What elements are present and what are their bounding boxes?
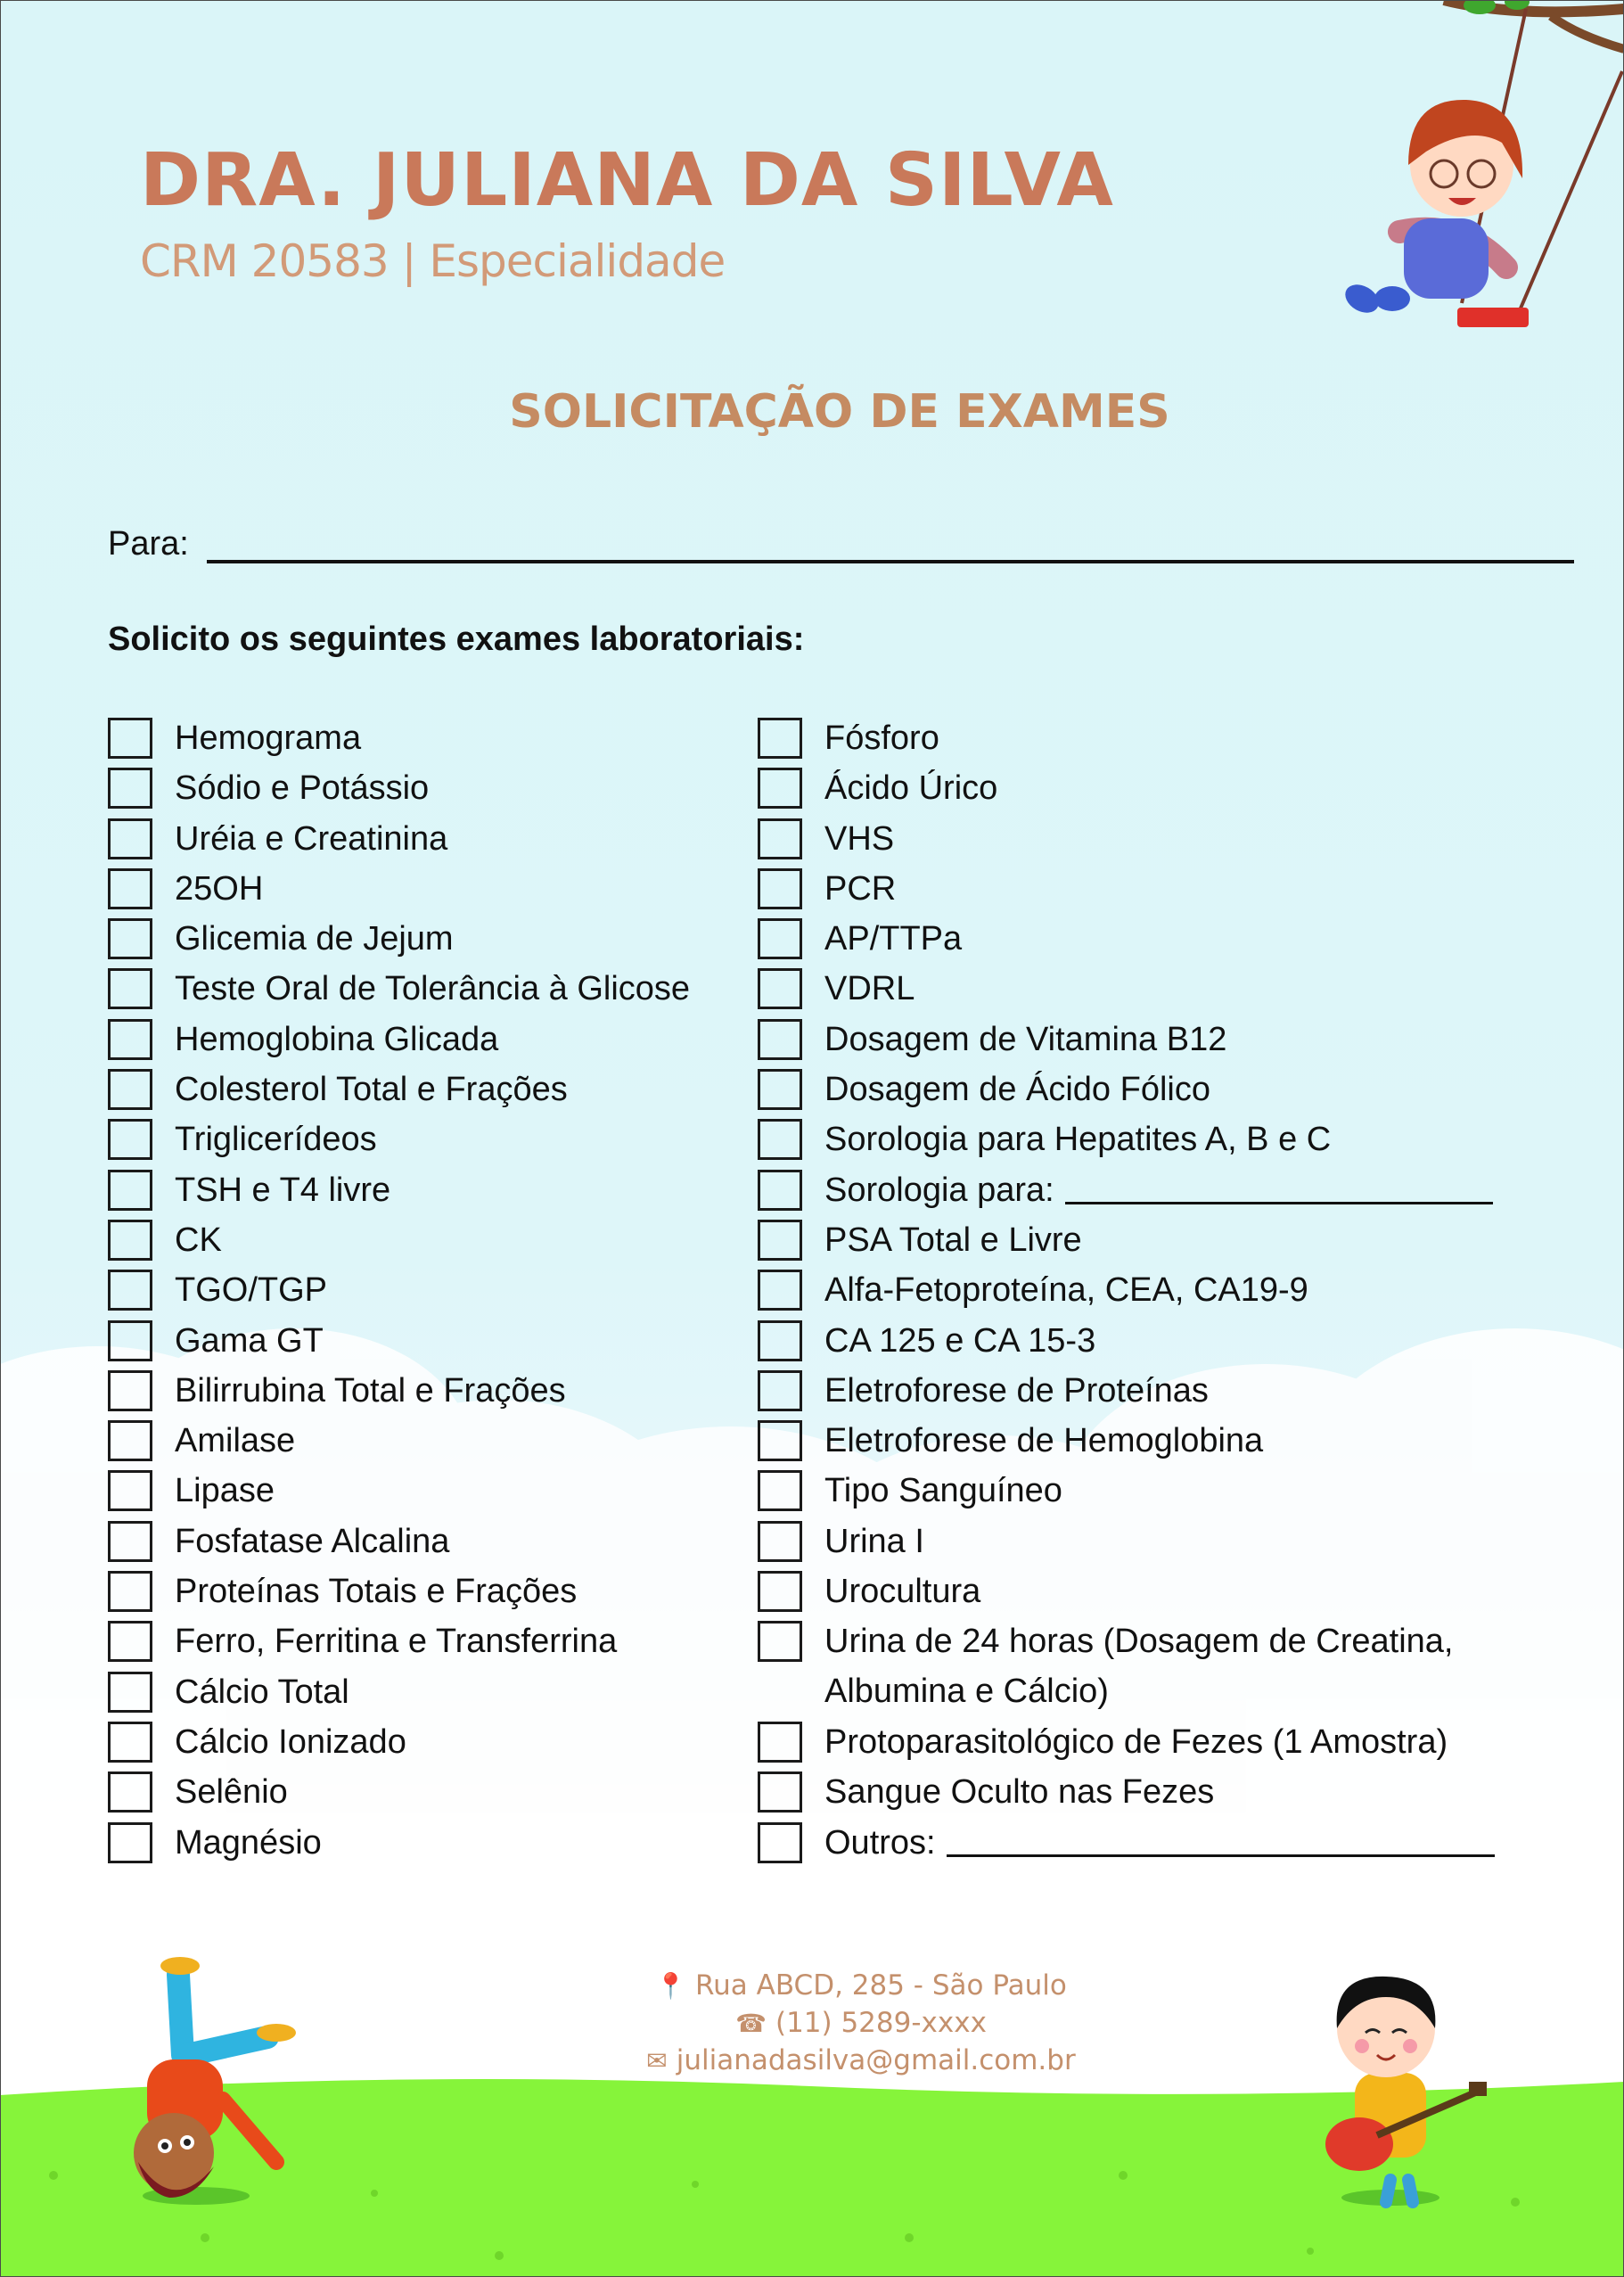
- exam-label: Eletroforese de Proteínas: [824, 1371, 1209, 1410]
- exam-label: Cálcio Ionizado: [175, 1722, 406, 1761]
- exam-label: Amilase: [175, 1422, 296, 1460]
- doctor-credentials: CRM 20583 | Especialidade: [140, 235, 726, 287]
- exam-label: TSH e T4 livre: [175, 1171, 391, 1209]
- exam-checkbox[interactable]: [108, 718, 152, 759]
- exam-label: PSA Total e Livre: [824, 1221, 1082, 1259]
- exam-checkbox[interactable]: [758, 818, 802, 859]
- phone-icon: ☎: [735, 2009, 767, 2038]
- exam-label: Sangue Oculto nas Fezes: [824, 1773, 1215, 1812]
- exam-label: Triglicerídeos: [175, 1121, 377, 1159]
- exam-label: Sorologia para:: [824, 1169, 1493, 1212]
- exam-label: Urina I: [824, 1522, 924, 1560]
- exam-checkbox[interactable]: [758, 1420, 802, 1461]
- exam-checkbox[interactable]: [758, 1621, 802, 1662]
- exam-checkbox[interactable]: [758, 1220, 802, 1261]
- exam-checkbox[interactable]: [758, 1521, 802, 1562]
- exam-checkbox[interactable]: [108, 1270, 152, 1311]
- exam-label: Sorologia para Hepatites A, B e C: [824, 1121, 1332, 1159]
- mail-icon: ✉: [646, 2046, 668, 2076]
- exam-label: Hemograma: [175, 719, 362, 757]
- intro-text: Solicito os seguintes exames laboratoriais:: [108, 621, 805, 658]
- exam-label: Uréia e Creatinina: [175, 819, 448, 858]
- exam-checkbox[interactable]: [108, 1571, 152, 1612]
- exam-checkbox[interactable]: [108, 1470, 152, 1511]
- exam-checkbox[interactable]: [108, 1069, 152, 1110]
- exam-checkbox[interactable]: [108, 768, 152, 809]
- exam-label: Bilirrubina Total e Frações: [175, 1371, 566, 1410]
- exam-checkbox[interactable]: [108, 1521, 152, 1562]
- exam-label: Urocultura: [824, 1573, 981, 1611]
- exam-label: Eletroforese de Hemoglobina: [824, 1422, 1264, 1460]
- exam-checkbox[interactable]: [758, 868, 802, 909]
- exam-checkbox[interactable]: [108, 1119, 152, 1160]
- exam-checkbox[interactable]: [108, 1320, 152, 1361]
- exam-checkbox[interactable]: [758, 768, 802, 809]
- exam-label: VHS: [824, 819, 895, 858]
- exam-checkbox[interactable]: [108, 1019, 152, 1060]
- exam-label: Dosagem de Vitamina B12: [824, 1020, 1227, 1058]
- exam-checkbox[interactable]: [758, 968, 802, 1009]
- exam-label: Lipase: [175, 1472, 275, 1510]
- recipient-line[interactable]: [207, 560, 1574, 563]
- phone-text: (11) 5289-xxxx: [775, 2007, 987, 2039]
- exam-label: Cálcio Total: [175, 1673, 349, 1711]
- exam-checkbox[interactable]: [108, 1822, 152, 1863]
- exam-label: Dosagem de Ácido Fólico: [824, 1071, 1210, 1109]
- girl-on-swing-illustration: [1284, 0, 1624, 374]
- exam-label: Selênio: [175, 1773, 288, 1812]
- document-title: SOLICITAÇÃO DE EXAMES: [509, 385, 1170, 439]
- footer-address: [0, 1967, 1624, 2004]
- exam-checkbox[interactable]: [758, 918, 802, 959]
- exam-label: PCR: [824, 869, 897, 908]
- exam-checkbox[interactable]: [108, 968, 152, 1009]
- exam-checkbox[interactable]: [108, 1672, 152, 1713]
- exam-label: Fósforo: [824, 719, 939, 757]
- exam-checkbox[interactable]: [758, 1119, 802, 1160]
- exam-checkbox[interactable]: [108, 1722, 152, 1763]
- exam-checkbox[interactable]: [108, 1370, 152, 1411]
- footer-contact: [0, 1967, 1624, 2079]
- exam-label: Ferro, Ferritina e Transferrina: [175, 1623, 618, 1661]
- exam-checkbox[interactable]: [108, 1771, 152, 1813]
- exam-checkbox[interactable]: [758, 1069, 802, 1110]
- footer-email: [0, 2042, 1624, 2079]
- exam-checkbox[interactable]: [108, 1621, 152, 1662]
- exam-checkbox[interactable]: [758, 1470, 802, 1511]
- exam-label: Glicemia de Jejum: [175, 920, 454, 958]
- exam-checkbox[interactable]: [758, 1822, 802, 1863]
- exam-checkbox[interactable]: [108, 1220, 152, 1261]
- exam-checkbox[interactable]: [108, 1170, 152, 1211]
- exam-checkbox[interactable]: [758, 718, 802, 759]
- exam-checkbox[interactable]: [758, 1771, 802, 1813]
- exam-checkbox[interactable]: [758, 1722, 802, 1763]
- write-in-line[interactable]: [1065, 1202, 1493, 1204]
- exam-label: Hemoglobina Glicada: [175, 1020, 499, 1058]
- exam-label: TGO/TGP: [175, 1271, 327, 1310]
- exam-checkbox[interactable]: [758, 1019, 802, 1060]
- exam-checkbox[interactable]: [758, 1320, 802, 1361]
- exam-label: VDRL: [824, 970, 915, 1008]
- exam-label: Fosfatase Alcalina: [175, 1522, 450, 1560]
- exam-label: Outros:: [824, 1821, 1495, 1864]
- exam-label: Ácido Úrico: [824, 769, 998, 808]
- exam-checkbox[interactable]: [108, 818, 152, 859]
- exam-label: Teste Oral de Tolerância à Glicose: [175, 970, 691, 1008]
- exam-label: Sódio e Potássio: [175, 769, 430, 808]
- exam-checkbox[interactable]: [108, 1420, 152, 1461]
- doctor-name: DRA. JULIANA DA SILVA: [140, 138, 1114, 223]
- exam-label: CK: [175, 1221, 222, 1259]
- location-pin-icon: 📍: [655, 1971, 686, 2001]
- recipient-row: [108, 522, 1463, 575]
- recipient-label: Para:: [108, 525, 189, 563]
- email-text: julianadasilva@gmail.com.br: [676, 2044, 1076, 2076]
- exam-label: Magnésio: [175, 1823, 322, 1862]
- exam-label: Protoparasitológico de Fezes (1 Amostra): [824, 1722, 1448, 1761]
- exam-label: Alfa-Fetoproteína, CEA, CA19-9: [824, 1271, 1308, 1310]
- address-text: Rua ABCD, 285 - São Paulo: [694, 1969, 1067, 2002]
- exam-checkbox[interactable]: [108, 918, 152, 959]
- exam-checkbox[interactable]: [758, 1370, 802, 1411]
- exam-label: 25OH: [175, 869, 264, 908]
- exam-checkbox[interactable]: [758, 1571, 802, 1612]
- exam-label: Urina de 24 horas (Dosagem de Creatina, Albumina e Cálcio): [824, 1623, 1454, 1711]
- exam-label: CA 125 e CA 15-3: [824, 1321, 1096, 1360]
- footer-phone: [0, 2004, 1624, 2042]
- exam-checkbox[interactable]: [108, 868, 152, 909]
- write-in-line[interactable]: [947, 1854, 1495, 1857]
- exam-label: Proteínas Totais e Frações: [175, 1573, 578, 1611]
- exam-label: Tipo Sanguíneo: [824, 1472, 1062, 1510]
- exam-checkbox[interactable]: [758, 1170, 802, 1211]
- exam-checkbox[interactable]: [758, 1270, 802, 1311]
- exam-label: AP/TTPa: [824, 920, 963, 958]
- exam-label: Colesterol Total e Frações: [175, 1071, 568, 1109]
- exam-label: Gama GT: [175, 1321, 324, 1360]
